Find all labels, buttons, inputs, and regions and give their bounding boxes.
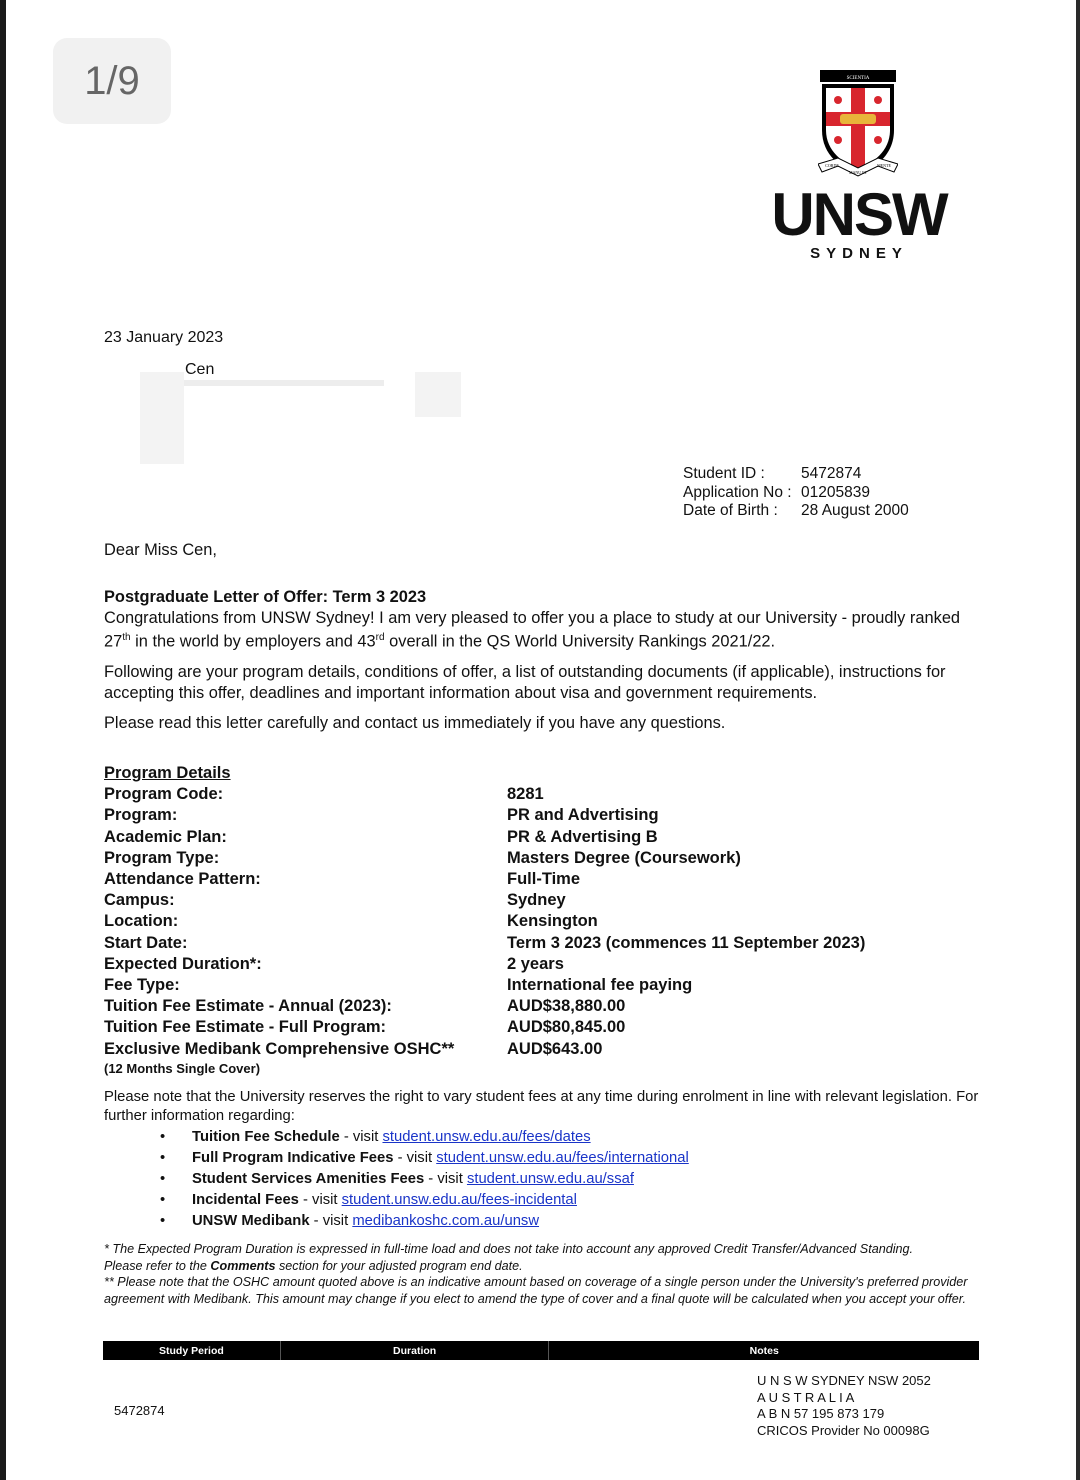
- fee-link-label: Full Program Indicative Fees: [192, 1150, 394, 1166]
- redacted-address-line: [184, 380, 384, 386]
- program-detail-value: AUD$80,845.00: [507, 1018, 626, 1037]
- program-detail-row: [104, 933, 865, 954]
- program-detail-label: Expected Duration*:: [104, 954, 262, 973]
- fee-link-item: [192, 1127, 984, 1148]
- address-line: A B N 57 195 873 179: [757, 1406, 885, 1421]
- program-detail-value: Sydney: [507, 891, 566, 910]
- unsw-logo-sub: SYDNEY: [810, 245, 908, 262]
- program-detail-value: PR and Advertising: [507, 806, 659, 825]
- program-detail-label: Location:: [104, 912, 179, 931]
- read-carefully-paragraph: Please read this letter carefully and contact us immediately if you have any questions.: [104, 714, 726, 733]
- letter-date: 23 January 2023: [104, 329, 224, 346]
- fee-link-item: [192, 1148, 984, 1169]
- oshc-note: (12 Months Single Cover): [104, 1060, 261, 1076]
- fee-links-list: [104, 1127, 984, 1232]
- program-detail-value: AUD$643.00: [507, 1039, 603, 1058]
- study-period-table-header: [103, 1341, 979, 1360]
- col-duration: Duration: [281, 1341, 550, 1360]
- fee-link-separator: - visit: [393, 1150, 437, 1166]
- fee-link-url[interactable]: student.unsw.edu.au/fees-incidental: [341, 1192, 577, 1208]
- fee-link-separator: - visit: [298, 1192, 342, 1208]
- program-detail-row: [104, 1017, 865, 1038]
- fee-link-item: [192, 1190, 984, 1211]
- motto-right: MENTE: [877, 163, 891, 168]
- salutation: Dear Miss Cen,: [104, 541, 217, 559]
- fee-link-item: [192, 1211, 984, 1232]
- unsw-logo-text: UNSW: [771, 181, 947, 248]
- fee-link-url[interactable]: student.unsw.edu.au/fees/dates: [382, 1129, 591, 1145]
- address-line: A U S T R A L I A: [757, 1389, 855, 1405]
- fee-link-separator: - visit: [309, 1213, 353, 1229]
- program-detail-label: Tuition Fee Estimate - Full Program:: [104, 1018, 387, 1037]
- program-detail-row: [104, 911, 865, 932]
- details-paragraph: Following are your program details, conditions of offer, a list of outstanding documents (if applicable), instructions for accepting this offer, deadlines and important information about visa and government requirements.: [104, 663, 946, 702]
- program-detail-label: Campus:: [104, 891, 175, 910]
- program-detail-row: [104, 869, 865, 890]
- redacted-block: [415, 372, 461, 417]
- program-detail-label: Academic Plan:: [104, 827, 227, 846]
- fee-link-separator: - visit: [339, 1129, 383, 1145]
- program-detail-label: Program:: [104, 806, 178, 825]
- id-value: 5472874: [801, 465, 862, 482]
- program-detail-label: Program Code:: [104, 785, 224, 804]
- footnote-oshc: ** Please note that the OSHC amount quoted above is an indicative amount based on coverage of a single person under the University's preferred provider agreement with Medibank. This amount may change if you elect to amend the type of cover and a final quote will be calculated when you accept your offer.: [104, 1275, 968, 1306]
- footer-student-id: 5472874: [114, 1403, 165, 1418]
- id-label: Application No :: [683, 483, 792, 501]
- program-detail-label: Fee Type:: [104, 976, 180, 995]
- footnote-duration: * The Expected Program Duration is expressed in full-time load and does not take into account any approved Credit Transfer/Advanced Standing.: [104, 1242, 914, 1256]
- col-study-period: Study Period: [103, 1341, 281, 1360]
- motto-center: MANU ET: [848, 170, 868, 175]
- program-detail-value: International fee paying: [507, 976, 693, 995]
- crest-banner-text: SCIENTIA: [846, 76, 870, 81]
- program-detail-value: 8281: [507, 785, 544, 804]
- col-notes: Notes: [749, 1344, 779, 1357]
- student-identifiers: [683, 465, 909, 521]
- footnotes: [104, 1241, 984, 1307]
- program-detail-value: Full-Time: [507, 870, 581, 889]
- program-detail-row: [104, 848, 865, 869]
- footnote-comments: Please refer to the Comments section for your adjusted program end date.: [104, 1258, 523, 1273]
- viewer-left-edge: [0, 0, 6, 1480]
- redacted-address: [140, 372, 184, 464]
- program-detail-value: Term 3 2023 (commences 11 September 2023): [507, 933, 866, 952]
- id-value: 01205839: [801, 483, 870, 501]
- program-detail-value: Masters Degree (Coursework): [507, 848, 741, 867]
- unsw-crest-icon: [818, 68, 898, 188]
- program-detail-value: AUD$38,880.00: [507, 997, 626, 1016]
- fee-link-label: UNSW Medibank: [192, 1213, 310, 1229]
- fee-link-label: Incidental Fees: [192, 1192, 299, 1208]
- program-details-heading: Program Details: [104, 764, 231, 782]
- program-detail-label: Exclusive Medibank Comprehensive OSHC**: [104, 1039, 455, 1058]
- fees-info: [104, 1088, 984, 1232]
- address-line: U N S W SYDNEY NSW 2052: [757, 1373, 931, 1388]
- program-detail-label: Tuition Fee Estimate - Annual (2023):: [104, 997, 392, 1016]
- fee-link-item: [192, 1169, 984, 1190]
- program-detail-value: 2 years: [507, 954, 564, 973]
- letter-title: Postgraduate Letter of Offer: Term 3 2023: [104, 588, 427, 606]
- page-indicator: 1/9: [53, 38, 171, 124]
- fee-link-separator: - visit: [424, 1171, 467, 1187]
- viewer-right-edge: [1076, 0, 1080, 1480]
- program-detail-label: Start Date:: [104, 933, 188, 952]
- motto-left: CORDE: [825, 163, 839, 168]
- program-detail-row: [104, 805, 865, 826]
- program-detail-row: [104, 890, 865, 911]
- id-label: Date of Birth :: [683, 502, 778, 519]
- program-detail-row: [104, 954, 865, 975]
- fee-link-url[interactable]: student.unsw.edu.au/ssaf: [466, 1171, 634, 1187]
- letter-intro: [104, 587, 984, 734]
- program-detail-row: [104, 1039, 865, 1060]
- program-details: [104, 763, 865, 1077]
- intro-paragraph: Congratulations from UNSW Sydney! I am very pleased to offer you a place to study at our University - proudly ranked 27th in the world by employers and 43rd overall in the QS World University Rankings 2021/22.: [104, 608, 961, 651]
- program-detail-label: Program Type:: [104, 848, 220, 867]
- program-detail-row: [104, 996, 865, 1017]
- program-detail-value: PR & Advertising B: [507, 827, 658, 846]
- address-line: CRICOS Provider No 00098G: [757, 1422, 930, 1438]
- fee-link-url[interactable]: medibankoshc.com.au/unsw: [352, 1213, 540, 1229]
- id-value: 28 August 2000: [801, 502, 909, 519]
- fee-link-label: Tuition Fee Schedule: [192, 1129, 340, 1145]
- program-detail-row: [104, 784, 865, 805]
- program-detail-row: [104, 827, 865, 848]
- fee-link-label: Student Services Amenities Fees: [192, 1171, 425, 1187]
- fees-note: Please note that the University reserves the right to vary student fees at any time during enrolment in line with relevant legislation. For further information regarding:: [104, 1089, 979, 1124]
- id-label: Student ID :: [683, 465, 765, 482]
- program-detail-label: Attendance Pattern:: [104, 870, 261, 889]
- university-address: [757, 1373, 931, 1439]
- program-detail-value: Kensington: [507, 912, 598, 931]
- recipient-name: Cen: [185, 361, 215, 378]
- fee-link-url[interactable]: student.unsw.edu.au/fees/international: [436, 1150, 689, 1166]
- program-detail-row: [104, 975, 865, 996]
